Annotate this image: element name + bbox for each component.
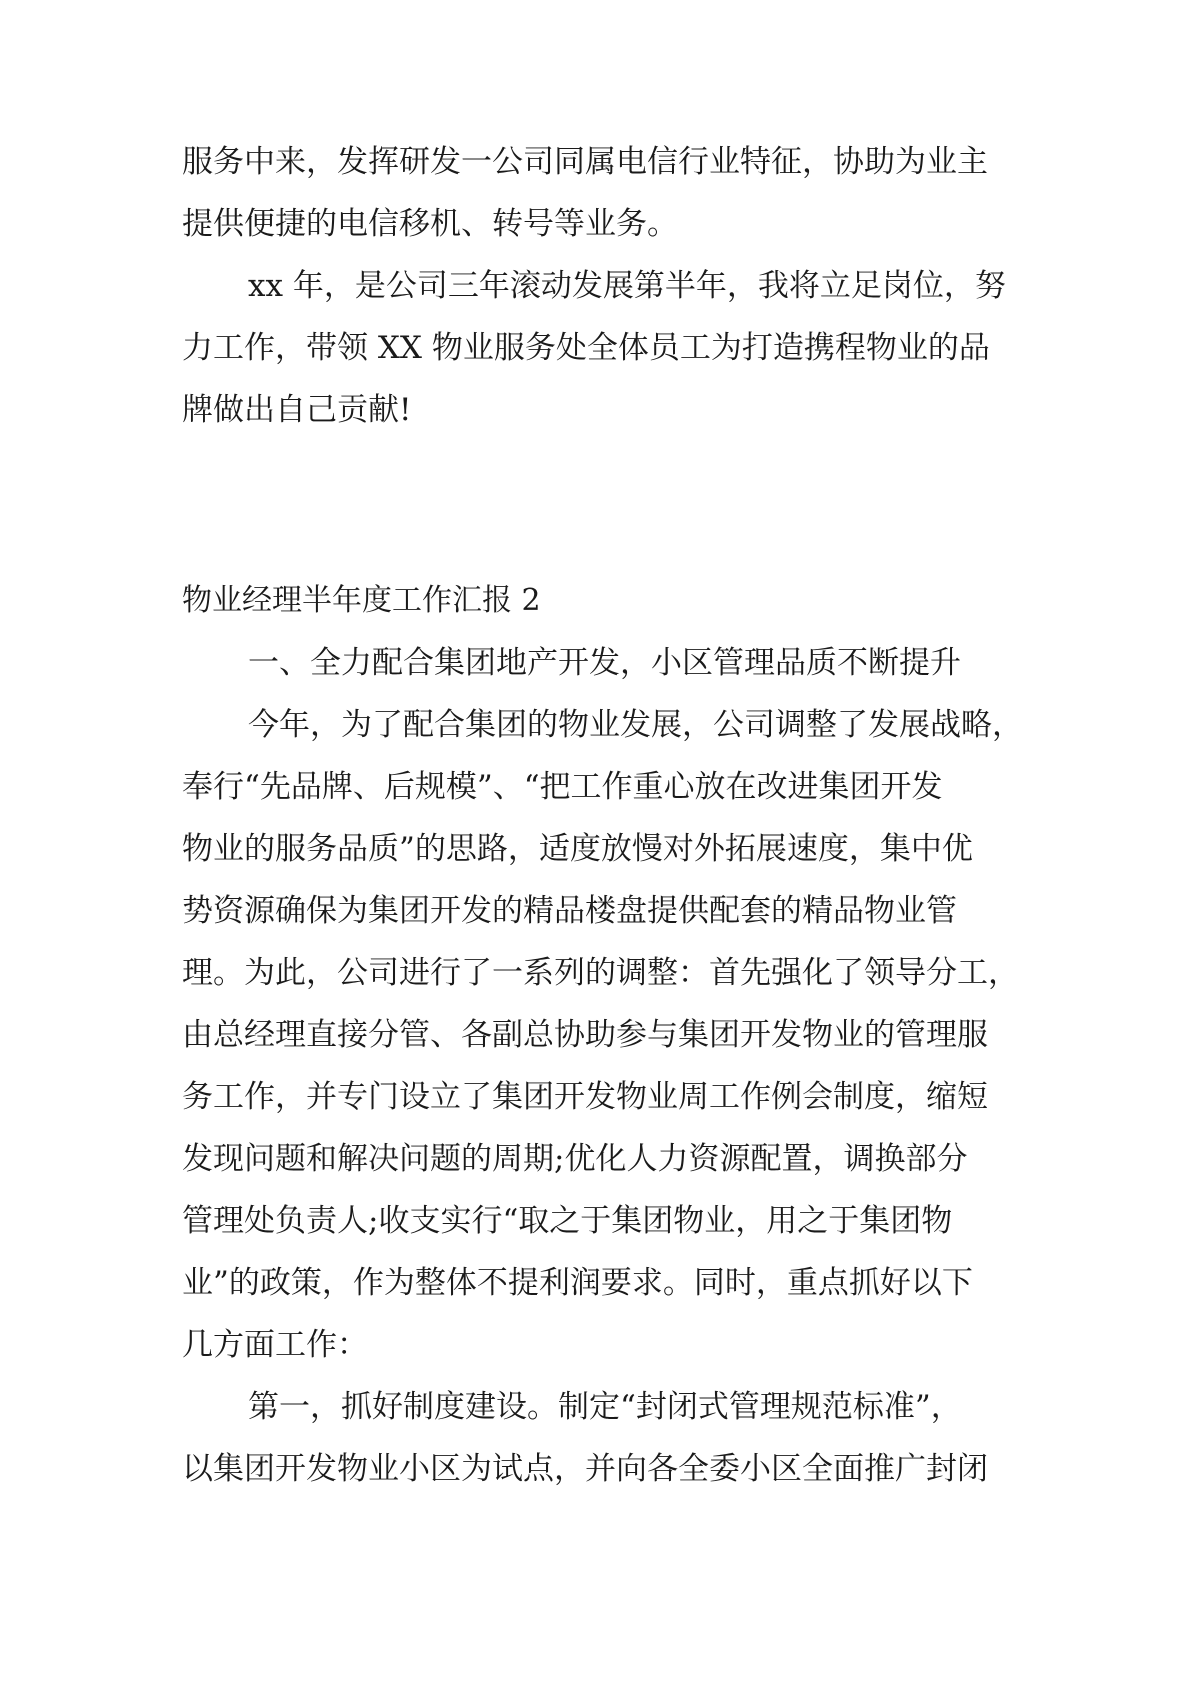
paragraph-line: 牌做出自己贡献! — [182, 392, 412, 428]
subheading-line: 一、全力配合集团地产开发，小区管理品质不断提升 — [248, 645, 961, 681]
paragraph-line: 业”的政策，作为整体不提利润要求。同时，重点抓好以下 — [182, 1265, 973, 1301]
paragraph-line: 物业的服务品质”的思路，适度放慢对外拓展速度，集中优 — [182, 831, 973, 867]
paragraph-line: 力工作，带领 XX 物业服务处全体员工为打造携程物业的品 — [182, 330, 990, 366]
section-title: 物业经理半年度工作汇报 2 — [182, 583, 541, 618]
paragraph-line: 提供便捷的电信移机、转号等业务。 — [182, 206, 678, 242]
paragraph-line: 奉行“先品牌、后规模”、“把工作重心放在改进集团开发 — [182, 769, 943, 805]
paragraph-line: 由总经理直接分管、各副总协助参与集团开发物业的管理服 — [182, 1017, 988, 1053]
paragraph-line: 服务中来，发挥研发一公司同属电信行业特征，协助为业主 — [182, 144, 988, 180]
paragraph-line: 务工作，并专门设立了集团开发物业周工作例会制度，缩短 — [182, 1079, 988, 1115]
paragraph-line: 势资源确保为集团开发的精品楼盘提供配套的精品物业管 — [182, 893, 957, 929]
paragraph-line: 第一，抓好制度建设。制定“封闭式管理规范标准”， — [248, 1389, 962, 1425]
paragraph-line: 发现问题和解决问题的周期;优化人力资源配置，调换部分 — [182, 1141, 968, 1177]
paragraph-line: 几方面工作： — [182, 1327, 368, 1363]
paragraph-line: 今年，为了配合集团的物业发展，公司调整了发展战略， — [248, 707, 1023, 743]
paragraph-line: 管理处负责人;收支实行“取之于集团物业，用之于集团物 — [182, 1203, 953, 1239]
paragraph-line: 理。为此，公司进行了一系列的调整：首先强化了领导分工， — [182, 955, 1019, 991]
paragraph-line: xx 年，是公司三年滚动发展第半年，我将立足岗位，努 — [248, 268, 1006, 304]
paragraph-line: 以集团开发物业小区为试点，并向各全委小区全面推广封闭 — [182, 1451, 988, 1487]
